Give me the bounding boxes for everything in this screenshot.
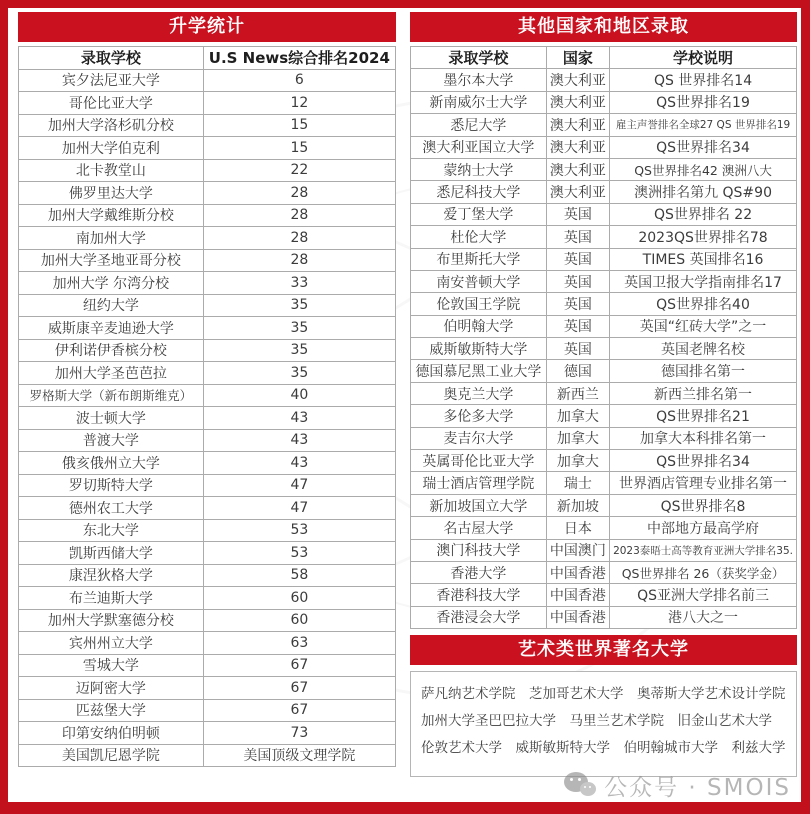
table-row <box>19 744 396 767</box>
table-cell: 南加州大学 <box>19 227 204 250</box>
table-cell: 杜伦大学 <box>411 226 547 248</box>
table-row <box>19 227 396 250</box>
table-cell: 英国 <box>546 203 609 225</box>
table-cell: 35 <box>203 294 395 317</box>
table-cell: 宾州州立大学 <box>19 632 204 655</box>
table-row <box>411 293 797 315</box>
table-cell: 28 <box>203 204 395 227</box>
table-cell: 香港大学 <box>411 561 547 583</box>
table-cell: 悉尼大学 <box>411 114 547 136</box>
art-universities-line: 加州大学圣巴巴拉大学 马里兰艺术学院 旧金山艺术大学 <box>421 713 772 730</box>
table-row <box>411 91 797 113</box>
art-universities-title: 艺术类世界著名大学 <box>410 635 797 665</box>
table-cell: 布里斯托大学 <box>411 248 547 270</box>
table-cell: 德国排名第一 <box>610 360 797 382</box>
table-row <box>411 338 797 360</box>
table-row <box>19 249 396 272</box>
table-row <box>19 114 396 137</box>
table-cell: 北卡教堂山 <box>19 159 204 182</box>
table-cell: 澳大利亚 <box>546 158 609 180</box>
table-cell: 伊利诺伊香槟分校 <box>19 339 204 362</box>
table-cell: 纽约大学 <box>19 294 204 317</box>
table-cell: 港八大之一 <box>610 606 797 628</box>
table-row <box>411 158 797 180</box>
table-cell: 瑞士酒店管理学院 <box>411 472 547 494</box>
table-cell: 罗格斯大学（新布朗斯维克） <box>19 384 204 407</box>
table-cell: 奥克兰大学 <box>411 382 547 404</box>
wechat-watermark-label: 公众号 · SMOIS <box>604 775 791 801</box>
table-cell: 新南威尔士大学 <box>411 91 547 113</box>
table-row <box>411 136 797 158</box>
table-row <box>19 452 396 475</box>
table-cell: 47 <box>203 497 395 520</box>
table-cell: 35 <box>203 317 395 340</box>
table-cell: 英国 <box>546 248 609 270</box>
intl-admissions-panel <box>410 12 797 777</box>
table-cell: 33 <box>203 272 395 295</box>
table-cell: 悉尼科技大学 <box>411 181 547 203</box>
table-cell: 英国 <box>546 315 609 337</box>
us-admissions-panel <box>18 12 396 767</box>
table-row <box>411 226 797 248</box>
table-cell: 22 <box>203 159 395 182</box>
table-cell: QS世界排名34 <box>610 136 797 158</box>
table-cell: QS世界排名8 <box>610 494 797 516</box>
table-cell: 澳大利亚 <box>546 91 609 113</box>
table-cell: 新西兰排名第一 <box>610 382 797 404</box>
table-cell: 英国“红砖大学”之一 <box>610 315 797 337</box>
table-cell: 凯斯西储大学 <box>19 542 204 565</box>
table-cell: 60 <box>203 587 395 610</box>
table-row <box>19 429 396 452</box>
table-cell: 波士顿大学 <box>19 407 204 430</box>
table-row <box>411 382 797 404</box>
table-row <box>19 317 396 340</box>
table-row <box>411 181 797 203</box>
wechat-icon <box>564 772 598 800</box>
table-row <box>19 159 396 182</box>
table-cell: 哥伦比亚大学 <box>19 92 204 115</box>
table-cell: 28 <box>203 249 395 272</box>
table-cell: 12 <box>203 92 395 115</box>
table-row <box>411 584 797 606</box>
table-row <box>411 248 797 270</box>
table-cell: 澳大利亚 <box>546 114 609 136</box>
table-cell: 宾夕法尼亚大学 <box>19 69 204 92</box>
table-cell: 威斯敏斯特大学 <box>411 338 547 360</box>
column-header-ranking: U.S News综合排名2024 <box>203 47 395 70</box>
table-cell: 墨尔本大学 <box>411 69 547 91</box>
table-cell: 普渡大学 <box>19 429 204 452</box>
table-cell: QS世界排名 26（获奖学金） <box>610 561 797 583</box>
table-cell: 英国 <box>546 293 609 315</box>
table-cell: 67 <box>203 677 395 700</box>
table-row <box>19 632 396 655</box>
table-cell: 英国 <box>546 338 609 360</box>
table-cell: 雪城大学 <box>19 654 204 677</box>
table-cell: 香港科技大学 <box>411 584 547 606</box>
table-cell: 澳大利亚 <box>546 136 609 158</box>
table-cell: 德国 <box>546 360 609 382</box>
table-row <box>19 564 396 587</box>
table-row <box>411 472 797 494</box>
table-row <box>411 360 797 382</box>
column-header-description: 学校说明 <box>610 47 797 69</box>
table-cell: 新加坡国立大学 <box>411 494 547 516</box>
table-header-row <box>411 47 797 69</box>
table-cell: 67 <box>203 654 395 677</box>
table-cell: QS亚洲大学排名前三 <box>610 584 797 606</box>
table-row <box>19 654 396 677</box>
intl-admissions-title: 其他国家和地区录取 <box>410 12 797 42</box>
table-row <box>19 609 396 632</box>
table-row <box>19 497 396 520</box>
table-cell: 罗切斯特大学 <box>19 474 204 497</box>
table-cell: 爱丁堡大学 <box>411 203 547 225</box>
table-cell: 中部地方最高学府 <box>610 517 797 539</box>
table-cell: 加州大学 尔湾分校 <box>19 272 204 295</box>
table-cell: 佛罗里达大学 <box>19 182 204 205</box>
table-cell: QS世界排名42 澳洲八大 <box>610 158 797 180</box>
table-row <box>19 69 396 92</box>
table-row <box>19 677 396 700</box>
table-cell: 蒙纳士大学 <box>411 158 547 180</box>
table-cell: 新加坡 <box>546 494 609 516</box>
wechat-watermark <box>564 769 791 802</box>
table-row <box>19 384 396 407</box>
table-row <box>19 542 396 565</box>
table-cell: 澳门科技大学 <box>411 539 547 561</box>
table-cell: 加州大学洛杉矶分校 <box>19 114 204 137</box>
table-cell: 美国顶级文理学院 <box>203 744 395 767</box>
table-cell: 2023泰晤士高等教育亚洲大学排名35. <box>610 539 797 561</box>
table-cell: 中国香港 <box>546 561 609 583</box>
table-cell: QS世界排名21 <box>610 405 797 427</box>
table-cell: 匹兹堡大学 <box>19 699 204 722</box>
table-cell: 6 <box>203 69 395 92</box>
table-cell: QS世界排名19 <box>610 91 797 113</box>
table-row <box>411 427 797 449</box>
table-cell: 28 <box>203 227 395 250</box>
table-cell: 俄亥俄州立大学 <box>19 452 204 475</box>
table-cell: 加州大学圣地亚哥分校 <box>19 249 204 272</box>
table-cell: 60 <box>203 609 395 632</box>
table-cell: 澳洲排名第九 QS#90 <box>610 181 797 203</box>
table-cell: QS 世界排名14 <box>610 69 797 91</box>
table-row <box>19 587 396 610</box>
table-cell: 15 <box>203 137 395 160</box>
table-row <box>19 722 396 745</box>
table-row <box>19 294 396 317</box>
table-cell: 南安普顿大学 <box>411 270 547 292</box>
table-cell: 53 <box>203 519 395 542</box>
table-cell: 澳大利亚 <box>546 69 609 91</box>
table-cell: 43 <box>203 407 395 430</box>
table-cell: 35 <box>203 339 395 362</box>
table-cell: 43 <box>203 452 395 475</box>
table-cell: 43 <box>203 429 395 452</box>
table-cell: 印第安纳伯明顿 <box>19 722 204 745</box>
table-row <box>411 405 797 427</box>
intl-admissions-table <box>410 46 797 629</box>
column-header-school: 录取学校 <box>411 47 547 69</box>
table-cell: 麦吉尔大学 <box>411 427 547 449</box>
table-cell: 中国香港 <box>546 606 609 628</box>
table-row <box>411 606 797 628</box>
table-cell: 多伦多大学 <box>411 405 547 427</box>
table-cell: 英属哥伦比亚大学 <box>411 450 547 472</box>
table-row <box>411 494 797 516</box>
table-row <box>19 137 396 160</box>
art-universities-list <box>410 671 797 777</box>
table-cell: 雇主声誉排名全球27 QS 世界排名19 <box>610 114 797 136</box>
table-cell: 35 <box>203 362 395 385</box>
table-cell: 美国凯尼恩学院 <box>19 744 204 767</box>
art-universities-line: 伦敦艺术大学 威斯敏斯特大学 伯明翰城市大学 利兹大学 <box>421 740 786 757</box>
table-cell: 伦敦国王学院 <box>411 293 547 315</box>
table-cell: 香港浸会大学 <box>411 606 547 628</box>
table-row <box>411 203 797 225</box>
table-cell: 40 <box>203 384 395 407</box>
table-cell: 英国卫报大学指南排名17 <box>610 270 797 292</box>
table-cell: 东北大学 <box>19 519 204 542</box>
table-row <box>19 339 396 362</box>
table-row <box>19 699 396 722</box>
table-cell: 加拿大 <box>546 450 609 472</box>
table-cell: 加州大学戴维斯分校 <box>19 204 204 227</box>
table-cell: 德州农工大学 <box>19 497 204 520</box>
table-row <box>411 315 797 337</box>
table-row <box>19 92 396 115</box>
table-cell: 瑞士 <box>546 472 609 494</box>
table-cell: 名古屋大学 <box>411 517 547 539</box>
table-cell: 73 <box>203 722 395 745</box>
column-header-country: 国家 <box>546 47 609 69</box>
table-cell: 加州大学伯克利 <box>19 137 204 160</box>
table-row <box>19 519 396 542</box>
table-cell: 日本 <box>546 517 609 539</box>
table-cell: TIMES 英国排名16 <box>610 248 797 270</box>
table-cell: 新西兰 <box>546 382 609 404</box>
table-cell: 中国香港 <box>546 584 609 606</box>
table-row <box>411 539 797 561</box>
table-row <box>19 407 396 430</box>
table-row <box>411 114 797 136</box>
table-row <box>19 272 396 295</box>
table-cell: 加州大学默塞德分校 <box>19 609 204 632</box>
table-row <box>19 182 396 205</box>
table-cell: 威斯康辛麦迪逊大学 <box>19 317 204 340</box>
table-cell: 加拿大 <box>546 405 609 427</box>
us-admissions-table <box>18 46 396 767</box>
table-cell: 加拿大 <box>546 427 609 449</box>
table-cell: QS世界排名 22 <box>610 203 797 225</box>
table-cell: 67 <box>203 699 395 722</box>
us-admissions-title: 升学统计 <box>18 12 396 42</box>
table-cell: 中国澳门 <box>546 539 609 561</box>
table-cell: 63 <box>203 632 395 655</box>
table-cell: 澳大利亚 <box>546 181 609 203</box>
table-row <box>19 362 396 385</box>
table-cell: 47 <box>203 474 395 497</box>
table-cell: 康涅狄格大学 <box>19 564 204 587</box>
table-header-row <box>19 47 396 70</box>
table-cell: 英国 <box>546 270 609 292</box>
table-cell: 伯明翰大学 <box>411 315 547 337</box>
column-header-school: 录取学校 <box>19 47 204 70</box>
table-cell: 53 <box>203 542 395 565</box>
table-row <box>411 450 797 472</box>
table-cell: QS世界排名40 <box>610 293 797 315</box>
table-cell: 58 <box>203 564 395 587</box>
table-cell: 迈阿密大学 <box>19 677 204 700</box>
art-universities-line: 萨凡纳艺术学院 芝加哥艺术大学 奥蒂斯大学艺术设计学院 <box>421 686 786 703</box>
table-cell: 英国老牌名校 <box>610 338 797 360</box>
table-cell: 28 <box>203 182 395 205</box>
table-cell: 15 <box>203 114 395 137</box>
table-row <box>411 69 797 91</box>
table-cell: 英国 <box>546 226 609 248</box>
table-cell: 加拿大本科排名第一 <box>610 427 797 449</box>
table-cell: QS世界排名34 <box>610 450 797 472</box>
table-cell: 世界酒店管理专业排名第一 <box>610 472 797 494</box>
table-cell: 2023QS世界排名78 <box>610 226 797 248</box>
table-cell: 德国慕尼黑工业大学 <box>411 360 547 382</box>
table-cell: 布兰迪斯大学 <box>19 587 204 610</box>
table-row <box>19 204 396 227</box>
table-cell: 加州大学圣芭芭拉 <box>19 362 204 385</box>
table-row <box>411 517 797 539</box>
table-row <box>411 561 797 583</box>
table-cell: 澳大利亚国立大学 <box>411 136 547 158</box>
table-row <box>19 474 396 497</box>
table-row <box>411 270 797 292</box>
